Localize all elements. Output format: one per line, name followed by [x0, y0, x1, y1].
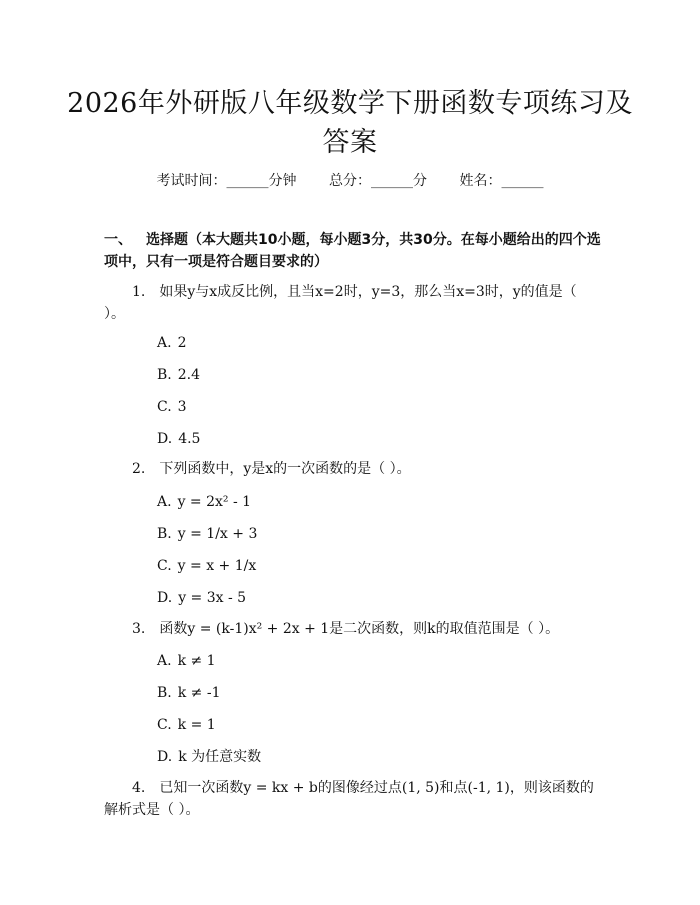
- question-2-option-b: B. y = 1/x + 3: [157, 526, 258, 542]
- question-3-option-c: C. k = 1: [157, 717, 216, 733]
- question-text: 函数y = (k-1)x² + 2x + 1是二次函数，则k的取值范围是（ ）。: [159, 621, 560, 637]
- total-score: 总分：______分: [329, 173, 427, 189]
- question-4: [104, 777, 598, 821]
- question-3-option-a: A. k ≠ 1: [157, 653, 216, 669]
- question-1-option-a: A. 2: [157, 335, 187, 351]
- question-1: [104, 281, 598, 325]
- question-3-option-d: D. k 为任意实数: [157, 749, 262, 765]
- question-text: 如果y与x成反比例，且当x=2时，y=3，那么当x=3时，y的值是（ ）。: [104, 284, 577, 322]
- question-1-option-d: D. 4.5: [157, 431, 201, 447]
- section-text: 选择题（本大题共10小题，每小题3分，共30分。在每小题给出的四个选项中，只有一项是符合题目要求的）: [104, 232, 601, 270]
- question-3-option-b: B. k ≠ -1: [157, 685, 221, 701]
- question-1-option-b: B. 2.4: [157, 367, 201, 383]
- exam-info-line: [0, 170, 700, 190]
- document-title: 2026年外研版八年级数学下册函数专项练习及答案: [67, 88, 633, 158]
- question-2-option-c: C. y = x + 1/x: [157, 558, 257, 574]
- question-2-option-a: A. y = 2x² - 1: [157, 494, 252, 510]
- student-name: 姓名：______: [459, 173, 544, 189]
- question-number: 2.: [132, 461, 146, 477]
- question-2-option-d: D. y = 3x - 5: [157, 590, 247, 606]
- exam-time: 考试时间：______分钟: [156, 173, 297, 189]
- question-3: [104, 618, 598, 640]
- section-heading: [104, 229, 604, 273]
- question-text: 下列函数中，y是x的一次函数的是（ ）。: [159, 461, 411, 477]
- question-number: 3.: [132, 621, 146, 637]
- question-1-option-c: C. 3: [157, 399, 187, 415]
- question-number: 4.: [132, 780, 146, 796]
- question-number: 1.: [132, 284, 146, 300]
- question-2: [104, 458, 598, 480]
- section-number: 一、: [104, 232, 132, 248]
- question-text: 已知一次函数y = kx + b的图像经过点(1, 5)和点(-1, 1)，则该函数的解析式是（ ）。: [104, 780, 594, 818]
